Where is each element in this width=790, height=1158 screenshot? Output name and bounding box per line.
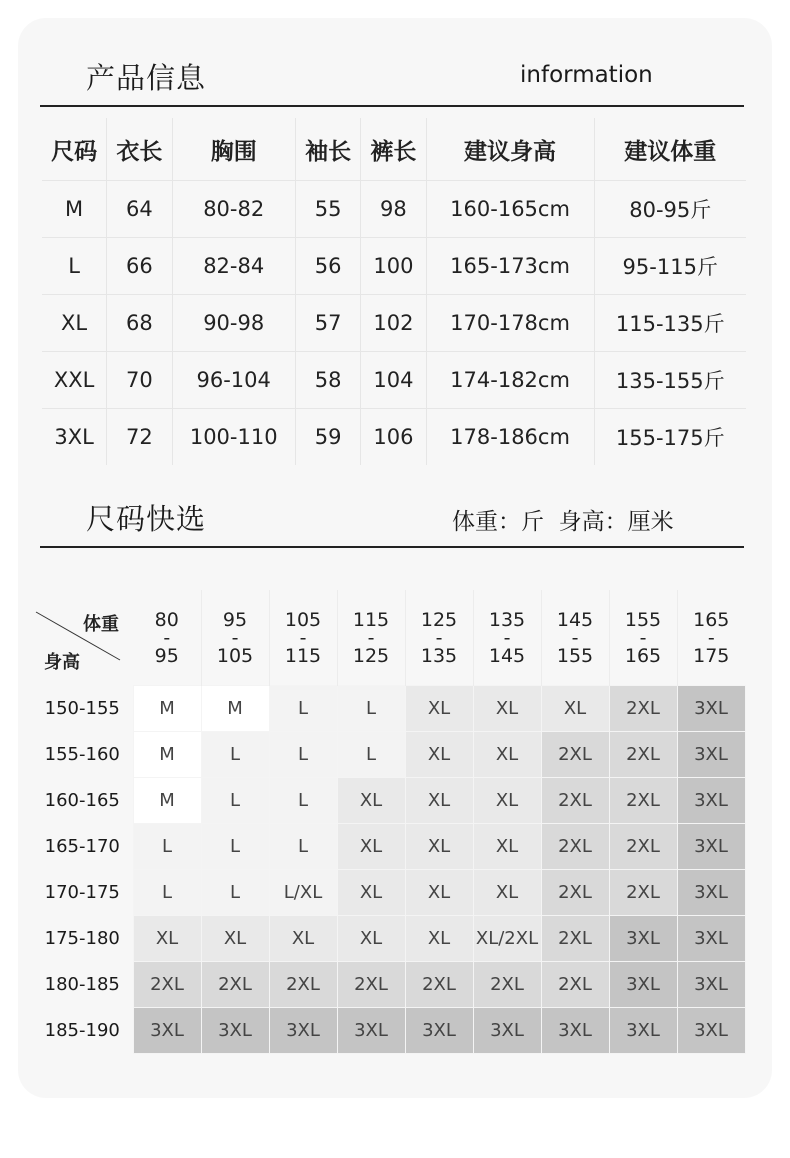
info-table-cell: 72: [107, 409, 172, 466]
weight-range-sep: -: [503, 626, 511, 649]
corner-cell: [32, 590, 133, 686]
weight-range-header: [473, 590, 541, 686]
weight-range-header: [609, 590, 677, 686]
size-cell: 2XL: [609, 778, 677, 824]
header-size: 尺码: [51, 138, 98, 165]
info-table-cell: 155-175斤: [594, 409, 746, 466]
info-table-cell: 160-165cm: [426, 181, 594, 238]
size-cell: L: [269, 686, 337, 732]
product-info-table: [42, 118, 746, 465]
weight-range-top: 125: [420, 608, 458, 631]
weight-range-header: [677, 590, 745, 686]
height-range-label: 170-175: [44, 882, 120, 903]
height-row: [32, 824, 745, 870]
info-table-row: [42, 409, 746, 466]
size-cell: XL: [473, 824, 541, 870]
weight-range-top: 95: [222, 608, 248, 631]
size-cell: 2XL: [337, 962, 405, 1008]
size-cell: L: [201, 732, 269, 778]
height-range-label: 160-165: [44, 790, 120, 811]
info-table-cell: 58: [295, 352, 360, 409]
height-range-label: 180-185: [44, 974, 120, 995]
info-table-cell: 70: [107, 352, 172, 409]
info-table-cell: M: [42, 181, 107, 238]
height-row: [32, 686, 745, 732]
info-table-cell: 98: [361, 181, 426, 238]
size-cell: XL: [473, 778, 541, 824]
info-table-cell: 174-182cm: [426, 352, 594, 409]
size-cell: XL: [405, 686, 473, 732]
size-cell: 3XL: [541, 1008, 609, 1054]
info-table-row: [42, 238, 746, 295]
info-table-cell: 96-104: [172, 352, 295, 409]
weight-range-sep: -: [367, 626, 375, 649]
weight-range-bottom: 165: [624, 644, 662, 667]
size-cell: 2XL: [541, 962, 609, 1008]
size-cell: L: [201, 778, 269, 824]
size-cell: L: [133, 870, 201, 916]
weight-range-sep: -: [639, 626, 647, 649]
weight-range-bottom: 145: [488, 644, 526, 667]
size-cell: XL: [473, 732, 541, 778]
size-cell: 3XL: [337, 1008, 405, 1054]
section-subtitle-information: information: [520, 62, 653, 88]
info-table-cell: 95-115斤: [594, 238, 746, 295]
size-cell: XL: [337, 778, 405, 824]
size-cell: XL: [337, 916, 405, 962]
size-cell: 3XL: [473, 1008, 541, 1054]
size-quick-select-table: [32, 590, 746, 1054]
info-table-cell: 170-178cm: [426, 295, 594, 352]
weight-range-bottom: 135: [420, 644, 458, 667]
size-cell: 3XL: [677, 870, 745, 916]
height-range-label: 185-190: [44, 1020, 120, 1041]
size-cell: L: [337, 732, 405, 778]
info-table-cell: 80-95斤: [594, 181, 746, 238]
divider: [40, 105, 744, 107]
weight-range-bottom: 105: [216, 644, 254, 667]
weight-range-sep: -: [571, 626, 579, 649]
size-cell: 2XL: [133, 962, 201, 1008]
size-cell: 3XL: [609, 916, 677, 962]
info-table-cell: 135-155斤: [594, 352, 746, 409]
size-cell: 3XL: [677, 1008, 745, 1054]
size-cell: 3XL: [609, 1008, 677, 1054]
weight-range-bottom: 95: [154, 644, 179, 667]
info-table-cell: 100: [361, 238, 426, 295]
section-title-size-quick-select: 尺码快选: [86, 502, 207, 536]
size-cell: 3XL: [677, 686, 745, 732]
info-table-cell: 100-110: [172, 409, 295, 466]
weight-range-top: 135: [488, 608, 526, 631]
size-cell: XL: [541, 686, 609, 732]
weight-range-sep: -: [299, 626, 307, 649]
size-cell: 2XL: [609, 824, 677, 870]
size-cell: L/XL: [269, 870, 337, 916]
info-table-cell: 55: [295, 181, 360, 238]
size-cell: 2XL: [541, 824, 609, 870]
info-table-row: [42, 295, 746, 352]
header-suggested-weight: 建议体重: [594, 118, 746, 181]
corner-weight-label: 体重: [83, 614, 119, 636]
size-cell: 3XL: [269, 1008, 337, 1054]
size-cell: 3XL: [677, 824, 745, 870]
height-row: [32, 732, 745, 778]
size-cell: 3XL: [201, 1008, 269, 1054]
size-cell: XL/2XL: [473, 916, 541, 962]
size-cell: M: [133, 686, 201, 732]
size-cell: L: [201, 824, 269, 870]
weight-range-top: 80: [154, 608, 179, 631]
units-note: 体重：斤 身高：厘米: [452, 509, 674, 535]
size-cell: L: [133, 824, 201, 870]
header-sleeve: 袖长: [295, 118, 360, 181]
info-table-cell: 80-82: [172, 181, 295, 238]
info-table-row: [42, 352, 746, 409]
size-cell: M: [133, 732, 201, 778]
weight-range-header: [201, 590, 269, 686]
info-table-cell: 64: [107, 181, 172, 238]
size-cell: 2XL: [609, 732, 677, 778]
header-chest: 胸围: [172, 118, 295, 181]
info-table-cell: 57: [295, 295, 360, 352]
size-cell: XL: [405, 870, 473, 916]
weight-range-header: [541, 590, 609, 686]
height-row: [32, 1008, 745, 1054]
size-cell: XL: [133, 916, 201, 962]
size-cell: XL: [405, 824, 473, 870]
size-cell: 3XL: [405, 1008, 473, 1054]
info-table-cell: 106: [361, 409, 426, 466]
weight-range-top: 165: [693, 608, 730, 631]
info-table-cell: XXL: [42, 352, 107, 409]
header-pants: 裤长: [361, 118, 426, 181]
size-cell: XL: [405, 778, 473, 824]
weight-range-sep: -: [163, 626, 171, 649]
size-cell: L: [269, 778, 337, 824]
size-cell: XL: [269, 916, 337, 962]
size-cell: 3XL: [677, 778, 745, 824]
info-table-cell: XL: [42, 295, 107, 352]
corner-height-label: 身高: [44, 652, 80, 674]
size-cell: XL: [405, 732, 473, 778]
info-table-cell: 115-135斤: [594, 295, 746, 352]
size-cell: L: [269, 824, 337, 870]
info-table-cell: 66: [107, 238, 172, 295]
header-suggested-height: 建议身高: [426, 118, 594, 181]
info-table-cell: 82-84: [172, 238, 295, 295]
weight-range-top: 115: [352, 608, 390, 631]
weight-header-row: [32, 590, 745, 686]
size-cell: 2XL: [473, 962, 541, 1008]
size-cell: XL: [473, 870, 541, 916]
size-cell: 2XL: [609, 870, 677, 916]
info-table-cell: 178-186cm: [426, 409, 594, 466]
size-cell: 2XL: [609, 686, 677, 732]
weight-range-bottom: 175: [693, 644, 730, 667]
size-cell: 2XL: [541, 916, 609, 962]
size-cell: 3XL: [133, 1008, 201, 1054]
info-table-cell: 104: [361, 352, 426, 409]
weight-range-bottom: 125: [352, 644, 390, 667]
size-cell: XL: [337, 870, 405, 916]
height-range-label: 175-180: [44, 928, 120, 949]
divider: [40, 546, 744, 548]
info-table-header-row: [42, 118, 746, 181]
info-table-cell: 68: [107, 295, 172, 352]
height-row: [32, 962, 745, 1008]
size-cell: 2XL: [541, 778, 609, 824]
info-table-cell: L: [42, 238, 107, 295]
section-title-product-info: 产品信息: [86, 61, 207, 95]
size-cell: M: [133, 778, 201, 824]
size-cell: L: [269, 732, 337, 778]
weight-range-top: 145: [556, 608, 594, 631]
size-cell: L: [201, 870, 269, 916]
weight-range-top: 155: [624, 608, 662, 631]
weight-range-header: [269, 590, 337, 686]
height-row: [32, 870, 745, 916]
size-cell: 2XL: [269, 962, 337, 1008]
size-cell: M: [201, 686, 269, 732]
weight-range-sep: -: [231, 626, 239, 649]
size-cell: 2XL: [405, 962, 473, 1008]
size-cell: 3XL: [677, 962, 745, 1008]
weight-range-top: 105: [284, 608, 322, 631]
weight-range-sep: -: [707, 626, 715, 649]
size-cell: 3XL: [677, 732, 745, 778]
size-cell: 3XL: [609, 962, 677, 1008]
info-table-cell: 56: [295, 238, 360, 295]
weight-range-header: [337, 590, 405, 686]
size-cell: XL: [337, 824, 405, 870]
size-cell: XL: [201, 916, 269, 962]
height-range-label: 155-160: [44, 744, 120, 765]
info-table-cell: 59: [295, 409, 360, 466]
weight-range-sep: -: [435, 626, 443, 649]
size-cell: XL: [473, 686, 541, 732]
height-row: [32, 778, 745, 824]
height-row: [32, 916, 745, 962]
header-length: 衣长: [107, 118, 172, 181]
info-table-cell: 90-98: [172, 295, 295, 352]
size-cell: 2XL: [201, 962, 269, 1008]
info-table-cell: 102: [361, 295, 426, 352]
height-range-label: 150-155: [44, 698, 120, 719]
info-table-row: [42, 181, 746, 238]
size-cell: 3XL: [677, 916, 745, 962]
weight-range-header: [405, 590, 473, 686]
size-cell: XL: [405, 916, 473, 962]
size-cell: 2XL: [541, 870, 609, 916]
info-table-cell: 165-173cm: [426, 238, 594, 295]
weight-range-bottom: 155: [556, 644, 594, 667]
height-range-label: 165-170: [44, 836, 120, 857]
info-table-cell: 3XL: [42, 409, 107, 466]
weight-range-header: [133, 590, 201, 686]
weight-range-bottom: 115: [284, 644, 322, 667]
size-cell: L: [337, 686, 405, 732]
size-cell: 2XL: [541, 732, 609, 778]
